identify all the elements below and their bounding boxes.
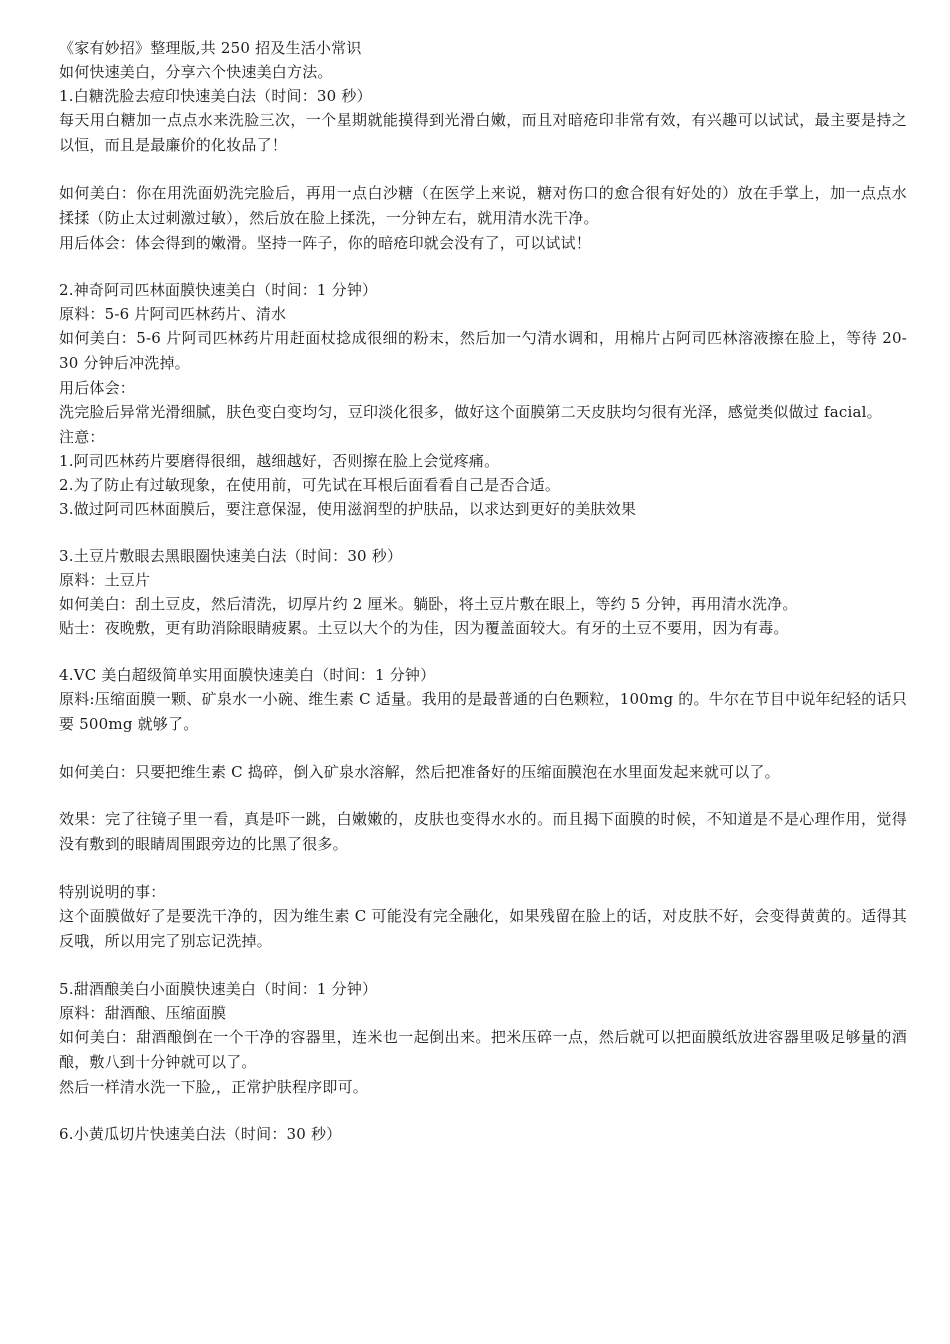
- section-1-paragraph: 每天用白糖加一点点水来洗脸三次，一个星期就能摸得到光滑白嫩，而且对暗疮印非常有效，有兴趣可以试试，最主要是持之以恒，而且是最廉价的化妆品了！: [59, 111, 907, 154]
- intro-line: 如何快速美白，分享六个快速美白方法。: [59, 63, 333, 81]
- section-2-note-2: 2.为了防止有过敏现象，在使用前，可先试在耳根后面看看自己是否合适。: [59, 476, 561, 494]
- spacer: [59, 737, 907, 760]
- section-4-how: 如何美白：只要把维生素 C 捣碎，倒入矿泉水溶解，然后把准备好的压缩面膜泡在水里面发起来就可以了。: [59, 763, 780, 781]
- section-4-special: 这个面膜做好了是要洗干净的，因为维生素 C 可能没有完全融化，如果残留在脸上的话，对皮肤不好，会变得黄黄的。适得其反哦，所以用完了别忘记洗掉。: [59, 907, 907, 950]
- section-2-feel-label: 用后体会：: [59, 379, 136, 397]
- section-3-tip: 贴士：夜晚敷，更有助消除眼睛疲累。土豆以大个的为佳，因为覆盖面较大。有牙的土豆不要用，因为有毒。: [59, 619, 789, 637]
- spacer: [59, 521, 907, 544]
- section-2-note-label: 注意：: [59, 428, 105, 446]
- spacer: [59, 1099, 907, 1122]
- section-5-heading: 5.甜酒酿美白小面膜快速美白（时间：1 分钟）: [59, 980, 378, 998]
- section-3-how: 如何美白：刮土豆皮，然后清洗，切厚片约 2 厘米。躺卧，将土豆片敷在眼上，等约 5 分钟，再用清水洗净。: [59, 595, 798, 613]
- section-2-note-3: 3.做过阿司匹林面膜后，要注意保湿，使用滋润型的护肤品，以求达到更好的美肤效果: [59, 500, 637, 518]
- section-4-effect: 效果：完了往镜子里一看，真是吓一跳，白嫩嫩的，皮肤也变得水水的。而且揭下面膜的时候，不知道是不是心理作用，觉得没有敷到的眼睛周围跟旁边的比黑了很多。: [59, 810, 907, 853]
- spacer: [59, 857, 907, 880]
- section-5-how: 如何美白：甜酒酿倒在一个干净的容器里，连米也一起倒出来。把米压碎一点，然后就可以把面膜纸放进容器里吸足够量的酒酿，敷八到十分钟就可以了。: [59, 1028, 907, 1071]
- spacer: [59, 158, 907, 181]
- section-2-note-1: 1.阿司匹林药片要磨得很细，越细越好，否则擦在脸上会觉疼痛。: [59, 452, 500, 470]
- section-2-material: 原料：5-6 片阿司匹林药片、清水: [59, 305, 287, 323]
- section-4-material: 原料:压缩面膜一颗、矿泉水一小碗、维生素 C 适量。我用的是最普通的白色颗粒，100mg 的。牛尔在节目中说年纪轻的话只要 500mg 就够了。: [59, 690, 907, 733]
- section-6-heading: 6.小黄瓜切片快速美白法（时间：30 秒）: [59, 1125, 342, 1143]
- section-1-heading: 1.白糖洗脸去痘印快速美白法（时间：30 秒）: [59, 87, 372, 105]
- document-page: [59, 36, 907, 1146]
- section-2-how: 如何美白：5-6 片阿司匹林药片用赶面杖捻成很细的粉末，然后加一勺清水调和，用棉片占阿司匹林溶液擦在脸上，等待 20-30 分钟后冲洗掉。: [59, 329, 907, 372]
- section-3-material: 原料：土豆片: [59, 571, 151, 589]
- section-2-heading: 2.神奇阿司匹林面膜快速美白（时间：1 分钟）: [59, 281, 378, 299]
- section-2-feel: 洗完脸后异常光滑细腻，肤色变白变均匀，豆印淡化很多，做好这个面膜第二天皮肤均匀很有光泽，感觉类似做过 facial。: [59, 403, 882, 421]
- spacer: [59, 255, 907, 278]
- spacer: [59, 954, 907, 977]
- section-4-special-label: 特别说明的事：: [59, 883, 166, 901]
- section-4-heading: 4.VC 美白超级简单实用面膜快速美白（时间：1 分钟）: [59, 666, 436, 684]
- section-5-material: 原料：甜酒酿、压缩面膜: [59, 1004, 227, 1022]
- section-1-how: 如何美白：你在用洗面奶洗完脸后，再用一点白沙糖（在医学上来说，糖对伤口的愈合很有好处的）放在手掌上，加一点点水揉揉（防止太过刺激过敏），然后放在脸上揉洗，一分钟左右，就用清水洗干净。: [59, 184, 907, 227]
- spacer: [59, 784, 907, 807]
- section-5-after: 然后一样清水洗一下脸,，正常护肤程序即可。: [59, 1078, 368, 1096]
- section-1-feel: 用后体会：体会得到的嫩滑。坚持一阵子，你的暗疮印就会没有了，可以试试！: [59, 234, 592, 252]
- spacer: [59, 640, 907, 663]
- section-3-heading: 3.土豆片敷眼去黑眼圈快速美白法（时间：30 秒）: [59, 547, 403, 565]
- document-title: 《家有妙招》整理版,共 250 招及生活小常识: [59, 39, 362, 57]
